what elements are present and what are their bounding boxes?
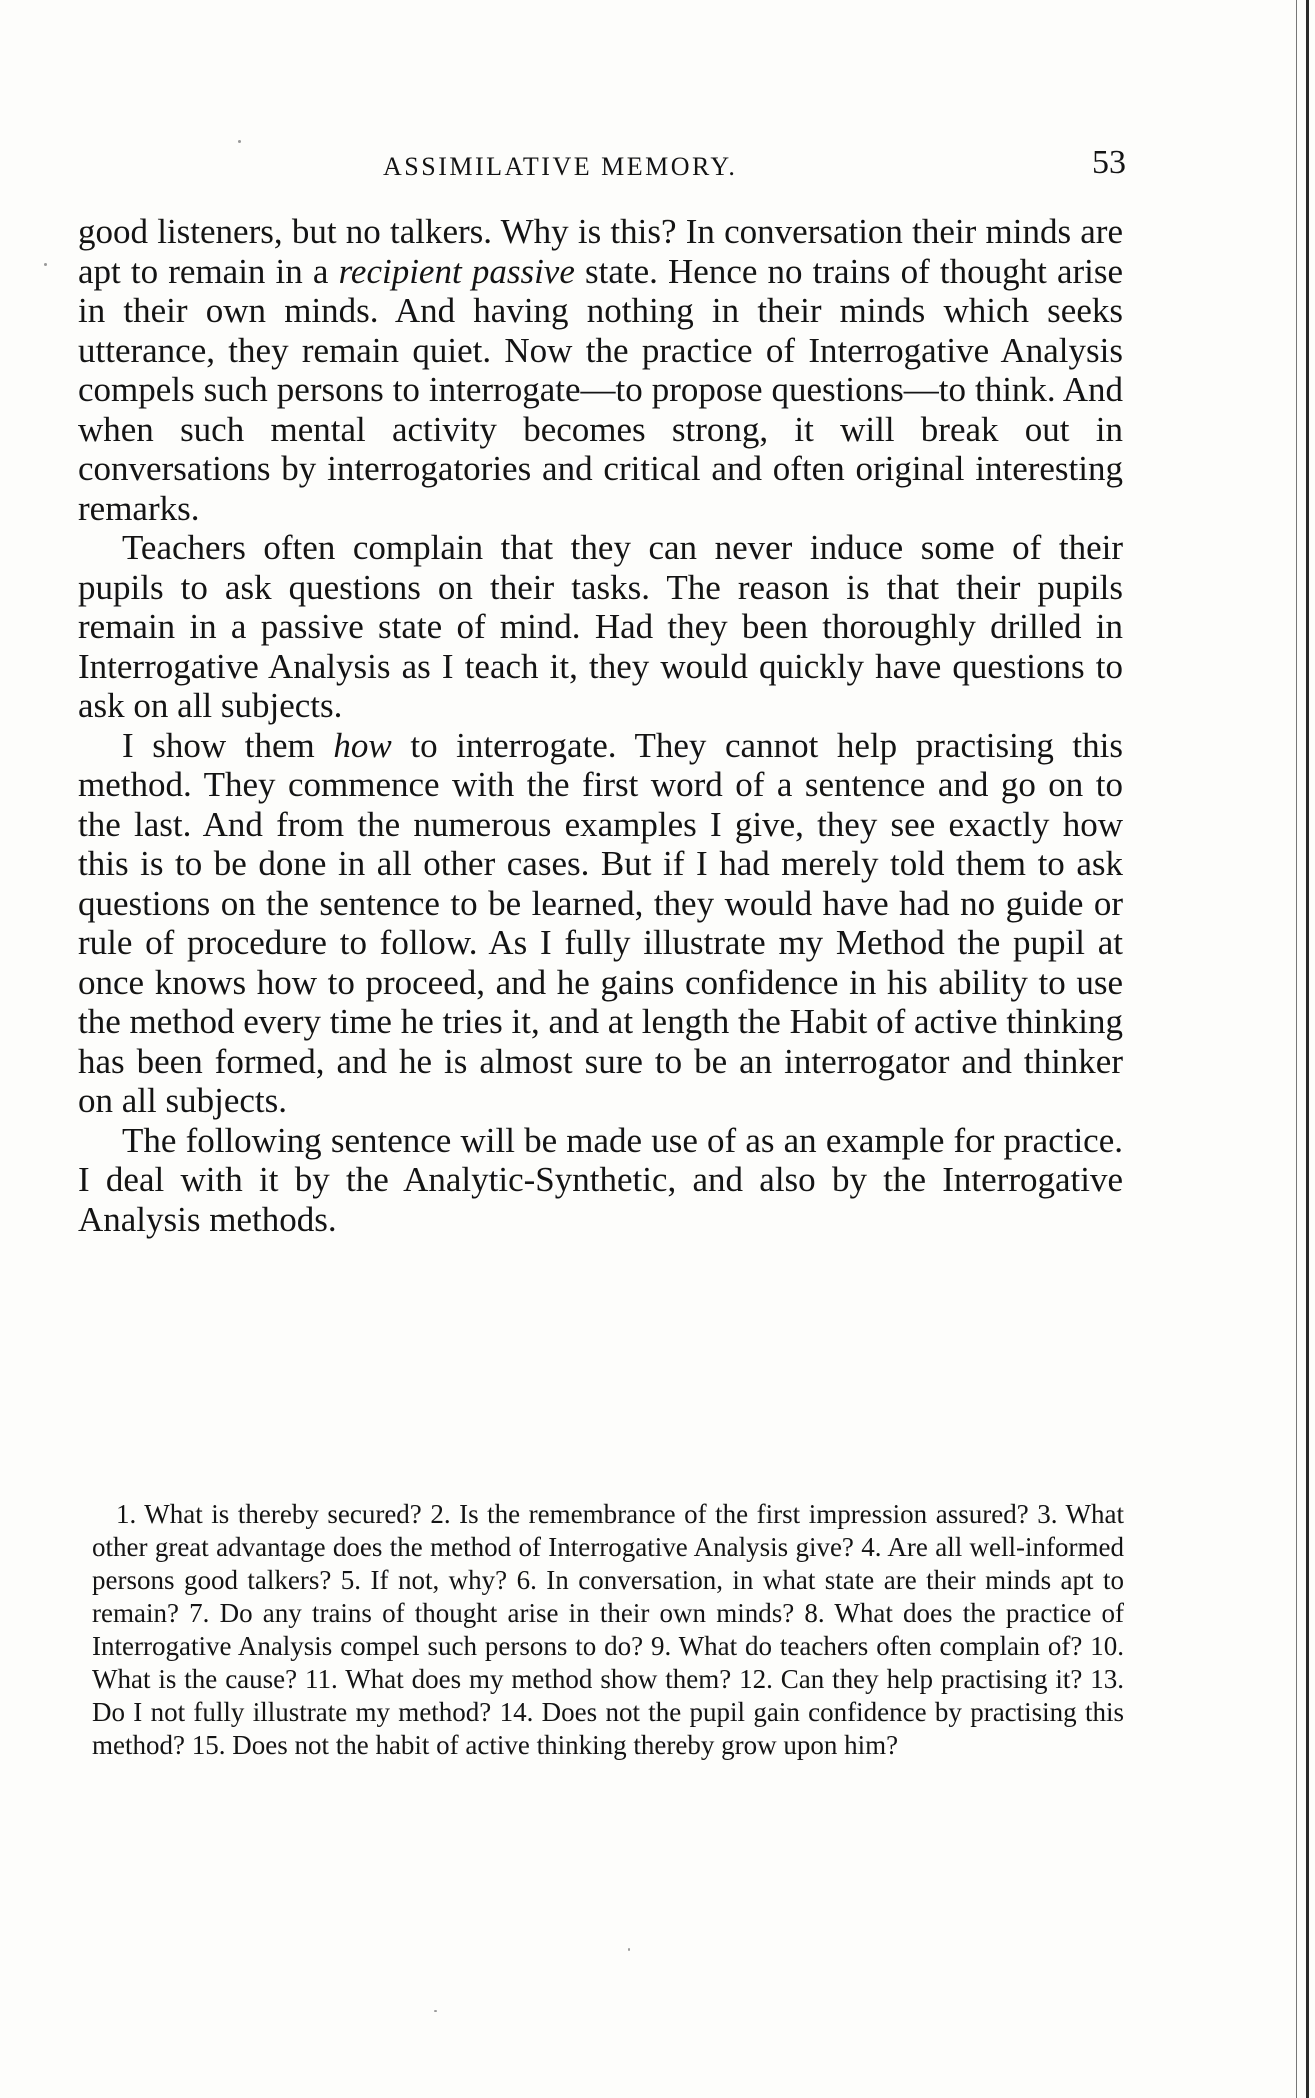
footnote-text: 1. What is thereby secured? 2. Is the remembrance of the first impression assured? 3. What other great advantage does the method of Interrogative Analysis give? 4. Are all well-informed persons good talkers? 5. If not, why? 6. In conversation, in what state are their minds apt to remain? 7. Do any trains of thought arise in their own minds? 8. What does the practice of Interrogative Analysis compel such persons to do? 9. What do teachers often complain of? 10. What is the cause? 11. What does my method show them? 12. Can they help practising it? 13. Do I not fully illustrate my method? 14. Does not the pupil gain confidence by practising this method? 15. Does not the habit of active thinking thereby grow upon him? (92, 1499, 1124, 1760)
text-run: state. Hence no trains of thought arise in their own minds. And having nothing in their minds which seeks utterance, they remain quiet. Now the practice of Interrogative Analysis compels such persons to interrogate—to propose questions—to think. And when such mental activity becomes strong, it will break out in conversations by interrogatories and critical and often original interesting remarks. (78, 251, 1124, 528)
page-number: 53 (1092, 144, 1126, 181)
print-speck (238, 140, 241, 143)
footnote-questions (92, 1498, 1124, 1762)
page-edge-line (1296, 0, 1297, 2098)
text-run: good listeners, but no talkers. Why is this? In conversation their minds are apt to remain in a (78, 212, 1123, 291)
running-title: ASSIMILATIVE MEMORY. (383, 152, 738, 181)
body-paragraph (78, 726, 1123, 1121)
body-paragraph (78, 212, 1123, 528)
print-speck (434, 2010, 437, 2012)
print-speck (44, 263, 47, 266)
text-run: Teachers often complain that they can never induce some of their pupils to ask questions on their tasks. The reason is that their pupils remain in a passive state of mind. Had they been thoroughly drilled in Interrogative Analysis as I teach it, they would quickly have questions to ask on all subjects. (78, 528, 1123, 725)
body-paragraph (78, 528, 1123, 726)
text-run: to interrogate. They cannot help practising this method. They commence with the first word of a sentence and go on to the last. And from the numerous examples I give, they see exactly how this is to be done in all other cases. But if I had merely told them to ask questions on the sentence to be learned, they would have had no guide or rule of procedure to follow. As I fully illustrate my Method the pupil at once knows how to proceed, and he gains confidence in his ability to use the method every time he tries it, and at length the Habit of active thinking has been formed, and he is almost sure to be an interrogator and thinker on all subjects. (78, 725, 1123, 1120)
body-paragraph (78, 1121, 1123, 1240)
italic-run: how (333, 725, 392, 765)
text-run: I show them (122, 725, 334, 765)
print-speck (628, 1948, 630, 1951)
page-binding-edge (1306, 0, 1309, 2098)
italic-run: recipient passive (338, 251, 575, 291)
running-head (80, 144, 1126, 186)
text-run: The following sentence will be made use of as an example for practice. I deal with it by the Analytic-Synthetic, and also by the Interrogative Analysis methods. (78, 1120, 1123, 1239)
body-text (78, 212, 1123, 1239)
